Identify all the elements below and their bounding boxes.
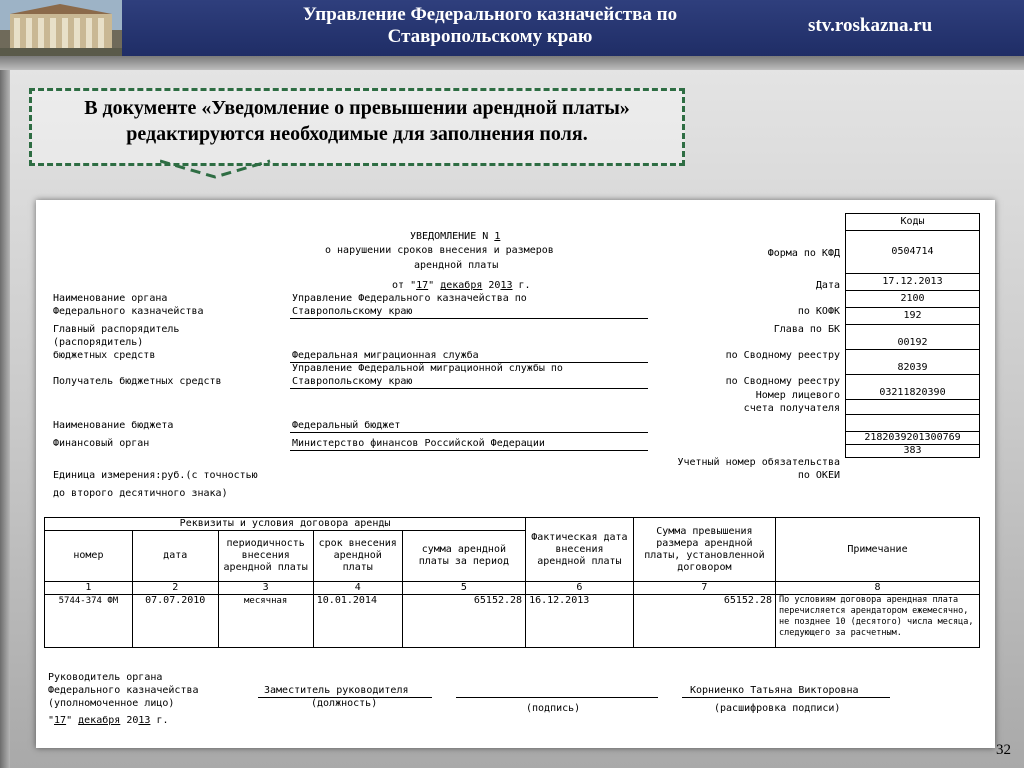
sig-date-quote-close: ": [66, 715, 73, 726]
label-uchet: Учетный номер обязательства: [677, 457, 840, 468]
label-form: Форма по КФД: [767, 248, 840, 259]
value-rec2[interactable]: Ставропольскому краю: [292, 376, 413, 387]
header-title-line2: Ставропольскому краю: [387, 26, 593, 47]
value-fin[interactable]: Министерство финансов Российской Федерации: [292, 438, 545, 449]
sig-label1: Руководитель органа: [48, 672, 163, 683]
code-blank2[interactable]: [846, 415, 980, 432]
cell-prim[interactable]: По условиям договора арендная плата перечисляется арендатором ежемесячно, не позднее 10 (десятого) числа месяца, следующего за расчетным.: [776, 595, 980, 648]
cell-srok[interactable]: 10.01.2014: [313, 595, 402, 648]
callout-line1: В документе «Уведомление о превышении арендной платы»: [84, 97, 630, 119]
col-num: 1: [45, 582, 133, 595]
sig-date-year[interactable]: 13: [138, 715, 151, 726]
callout-text: [32, 95, 682, 147]
value-rec1[interactable]: Управление Федеральной миграционной службы по: [292, 363, 563, 374]
cell-prev[interactable]: 65152.28: [633, 595, 775, 648]
doc-date-month[interactable]: декабря: [440, 280, 483, 291]
col-num: 7: [633, 582, 775, 595]
th-srok: срок внесения арендной платы: [313, 531, 402, 582]
site-url: stv.roskazna.ru: [808, 15, 933, 36]
codes-table: [845, 213, 980, 458]
table-row: [45, 595, 980, 648]
label-okei: по ОКЕИ: [797, 470, 840, 481]
doc-date-year-prefix: 20: [488, 280, 501, 291]
value-org2[interactable]: Ставропольскому краю: [292, 306, 413, 317]
th-data: дата: [132, 531, 218, 582]
underline-sign: [456, 697, 658, 698]
th-group: Реквизиты и условия договора аренды: [45, 518, 526, 531]
lease-table: [44, 517, 980, 648]
code-form[interactable]: 0504714: [846, 231, 980, 274]
value-gr[interactable]: Федеральная миграционная служба: [292, 350, 479, 361]
underline-rec: [290, 388, 648, 389]
doc-date-day[interactable]: 17: [416, 280, 429, 291]
doc-title: [410, 231, 500, 243]
doc-date-year[interactable]: 13: [500, 280, 513, 291]
th-nomer: номер: [45, 531, 133, 582]
codes-header: Коды: [846, 214, 980, 231]
callout-tail: [160, 159, 280, 181]
doc-title-prefix: УВЕДОМЛЕНИЕ N: [410, 231, 489, 242]
label-gr1: Главный распорядитель: [53, 324, 180, 335]
col-num: 8: [776, 582, 980, 595]
sig-date-day[interactable]: 17: [54, 715, 67, 726]
label-lic1: Номер лицевого: [755, 390, 840, 401]
label-org2: Федерального казначейства: [53, 306, 204, 317]
value-budget[interactable]: Федеральный бюджет: [292, 420, 401, 431]
sig-position[interactable]: Заместитель руководителя: [264, 685, 409, 696]
cell-period[interactable]: месячная: [218, 595, 313, 648]
th-prev: Сумма превышения размера арендной платы, установленной договором: [633, 518, 775, 582]
sig-label3: (уполномоченное лицо): [48, 698, 175, 709]
label-svod1: по Сводному реестру: [725, 350, 840, 361]
slide-header: [0, 0, 1024, 56]
sig-position-caption: (должность): [311, 698, 378, 709]
label-unit2: до второго десятичного знака): [53, 488, 228, 499]
doc-date-g: г.: [518, 280, 531, 291]
label-unit1: Единица измерения:руб.(с точностью: [53, 470, 258, 481]
code-kofk[interactable]: 2100: [846, 291, 980, 308]
col-num: 6: [526, 582, 634, 595]
page-number: 32: [996, 742, 1011, 758]
th-summa: сумма арендной платы за период: [402, 531, 525, 582]
col-num: 4: [313, 582, 402, 595]
doc-date: [392, 280, 531, 292]
code-svod1[interactable]: 00192: [846, 325, 980, 350]
underline-org: [290, 318, 648, 319]
code-svod2[interactable]: 82039: [846, 350, 980, 375]
code-blank1[interactable]: [846, 400, 980, 415]
th-prim: Примечание: [776, 518, 980, 582]
value-org1[interactable]: Управление Федерального казначейства по: [292, 293, 527, 304]
doc-date-quote-close: ": [428, 280, 435, 291]
header-title-line1: Управление Федерального казначейства по: [302, 4, 678, 25]
sig-date-year-prefix: 20: [126, 715, 139, 726]
code-date[interactable]: 17.12.2013: [846, 274, 980, 291]
header-title: [150, 4, 830, 48]
label-gr3: бюджетных средств: [53, 350, 156, 361]
sig-sign-caption: (подпись): [526, 703, 581, 714]
building-photo: [0, 0, 122, 56]
code-lic[interactable]: 03211820390: [846, 375, 980, 400]
underline-budget: [290, 432, 648, 433]
doc-date-from: от: [392, 280, 405, 291]
code-okei[interactable]: 383: [846, 445, 980, 458]
sig-name[interactable]: Корниенко Татьяна Викторовна: [690, 685, 859, 696]
doc-number[interactable]: 1: [494, 231, 501, 242]
doc-date-quote-open: ": [410, 280, 417, 291]
cell-data[interactable]: 07.07.2010: [132, 595, 218, 648]
label-recipient: Получатель бюджетных средств: [53, 376, 222, 387]
sig-date: [48, 715, 169, 727]
sig-date-quote-open: ": [48, 715, 55, 726]
th-period: периодичность внесения арендной платы: [218, 531, 313, 582]
th-fact: Фактическая дата внесения арендной платы: [526, 518, 634, 582]
label-svod2: по Сводному реестру: [725, 376, 840, 387]
doc-subtitle2: арендной платы: [414, 260, 499, 271]
underline-name: [682, 697, 890, 698]
cell-nomer[interactable]: 5744-374 ФМ: [45, 595, 133, 648]
label-kofk: по КОФК: [797, 306, 840, 317]
label-org1: Наименование органа: [53, 293, 168, 304]
sig-date-month[interactable]: декабря: [78, 715, 121, 726]
notification-document: [36, 200, 995, 748]
label-fin: Финансовый орган: [53, 438, 150, 449]
sig-date-g: г.: [156, 715, 169, 726]
label-gr2: (распорядитель): [53, 337, 144, 348]
code-uchet[interactable]: 2182039201300769: [846, 432, 980, 445]
callout-line2: редактируются необходимые для заполнения поля.: [126, 123, 588, 145]
cell-fact[interactable]: 16.12.2013: [526, 595, 634, 648]
col-num: 5: [402, 582, 525, 595]
label-lic2: счета получателя: [743, 403, 840, 414]
table-number-row: [45, 582, 980, 595]
label-budget: Наименование бюджета: [53, 420, 174, 431]
left-edge: [0, 70, 10, 768]
sig-label2: Федерального казначейства: [48, 685, 199, 696]
label-glava: Глава по БК: [773, 324, 840, 335]
header-shadow: [0, 56, 1024, 70]
callout-box: [29, 88, 685, 166]
code-glava[interactable]: 192: [846, 308, 980, 325]
doc-subtitle1: о нарушении сроков внесения и размеров: [325, 245, 554, 256]
col-num: 2: [132, 582, 218, 595]
col-num: 3: [218, 582, 313, 595]
label-date: Дата: [815, 280, 840, 291]
sig-name-caption: (расшифровка подписи): [714, 703, 841, 714]
underline-fin: [290, 450, 648, 451]
cell-summa[interactable]: 65152.28: [402, 595, 525, 648]
